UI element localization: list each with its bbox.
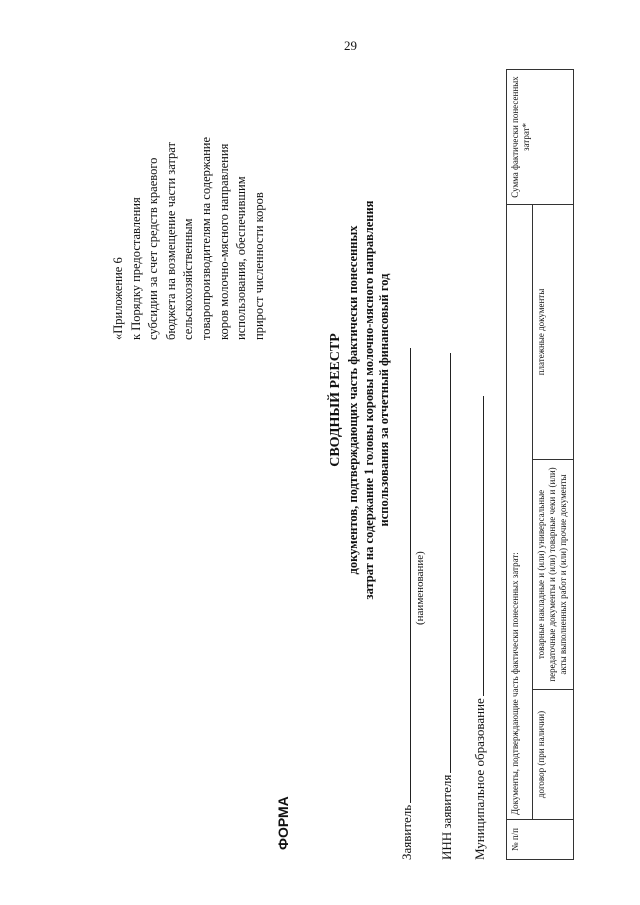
inn-field: [438, 353, 455, 860]
header-number: № п/п: [507, 820, 574, 860]
register-table: [506, 69, 574, 860]
document-title: [328, 170, 393, 630]
header-invoices: товарные накладные и (или) универсальные передаточные документы и (или) товарные чеки и (или) акты выполненных работ и (или) прочие документы: [533, 460, 574, 690]
applicant-field: [398, 348, 415, 860]
title-line: использования за отчетный финансовый год: [377, 273, 391, 527]
municipality-field: [471, 396, 488, 860]
appendix-line: бюджета на возмещение части затрат: [163, 142, 178, 340]
applicant-hint: (наименование): [414, 551, 426, 625]
inn-input-line[interactable]: [438, 353, 451, 773]
title-line: затрат на содержание 1 головы коровы молочно-мясного направления: [361, 200, 376, 600]
appendix-note: [110, 10, 268, 340]
form-label: ФОРМА: [275, 796, 291, 850]
appendix-line: субсидии за счет средств краевого: [146, 157, 161, 340]
appendix-line: коров молочно-мясного направления: [216, 143, 231, 340]
applicant-input-line[interactable]: [398, 348, 411, 803]
header-sum: Сумма фактически понесенных затрат*: [507, 70, 574, 205]
municipality-label: Муниципальное образование: [472, 698, 487, 860]
header-contract: договор (при наличии): [533, 690, 574, 820]
title-main: СВОДНЫЙ РЕЕСТР: [328, 333, 343, 467]
appendix-line: использования, обеспечившим: [234, 176, 249, 340]
appendix-line: прирост численности коров: [251, 192, 266, 340]
inn-label: ИНН заявителя: [439, 774, 454, 860]
header-payments: платежные документы: [533, 205, 574, 460]
municipality-input-line[interactable]: [471, 396, 484, 696]
header-documents-group: Документы, подтверждающие часть фактически понесенных затрат:: [507, 205, 533, 820]
appendix-line: сельскохозяйственным: [181, 218, 196, 340]
appendix-line: к Порядку предоставления: [128, 197, 143, 340]
title-line: документов, подтверждающих часть фактически понесенных: [346, 225, 360, 575]
rotated-sheet: [10, 10, 620, 870]
applicant-label: Заявитель: [399, 804, 414, 860]
page-number: 29: [344, 38, 357, 53]
appendix-line: «Приложение 6: [111, 257, 125, 340]
appendix-line: товаропроизводителям на содержание: [198, 136, 213, 340]
